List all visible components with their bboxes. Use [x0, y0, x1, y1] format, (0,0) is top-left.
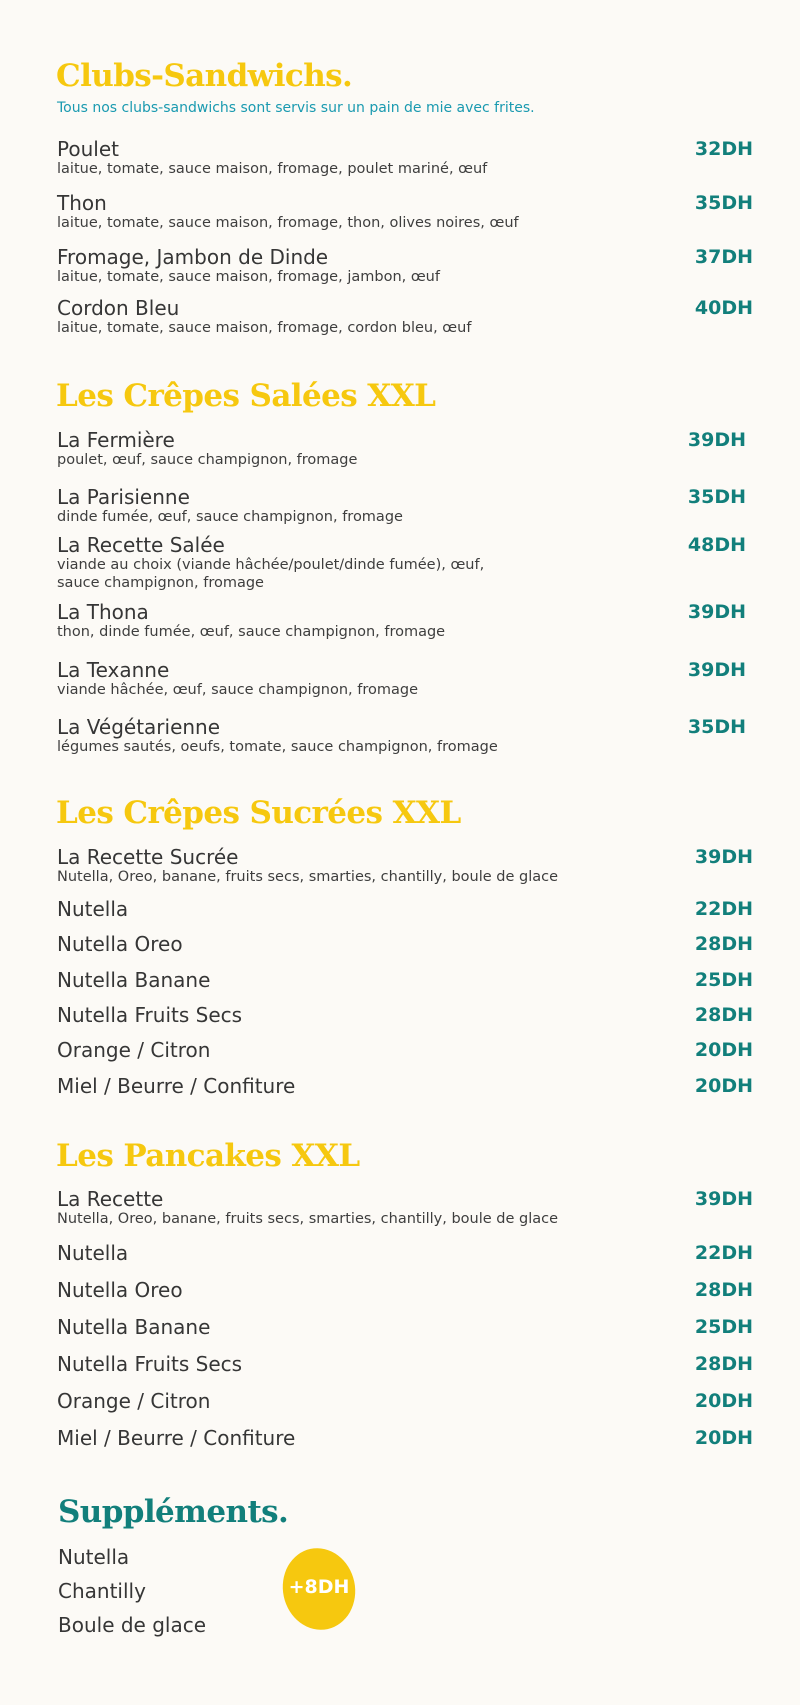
- menu-item-miel-beurre-confiture: [57, 1427, 757, 1449]
- supplement-price: +8DH: [288, 1576, 350, 1598]
- menu-item-nutella-fruits-secs: [57, 1353, 757, 1375]
- item-description: poulet, œuf, sauce champignon, fromage: [57, 452, 358, 468]
- item-price: 20DH: [694, 1390, 753, 1412]
- menu-item-la-parisienne: [57, 486, 757, 526]
- item-price: 32DH: [694, 138, 753, 160]
- item-name: La Texanne: [57, 658, 170, 682]
- section-title-supplements: Suppléments.: [58, 1494, 289, 1530]
- menu-item-nutella: [57, 1242, 757, 1264]
- item-price: 25DH: [694, 969, 753, 991]
- item-price: 28DH: [694, 1353, 753, 1375]
- item-description: Nutella, Oreo, banane, fruits secs, smarties, chantilly, boule de glace: [57, 869, 559, 885]
- menu-item-la-vegetarienne: [57, 716, 757, 756]
- supplement-item-chantilly: Chantilly: [58, 1579, 146, 1603]
- section-title-pancakes: Les Pancakes XXL: [56, 1138, 360, 1174]
- item-price: 35DH: [694, 192, 753, 214]
- menu-item-la-recette-salee: [57, 534, 757, 592]
- item-price: 20DH: [694, 1075, 753, 1097]
- menu-item-nutella: [57, 898, 757, 920]
- item-price: 28DH: [694, 1279, 753, 1301]
- menu-item-cordon-bleu: [57, 297, 757, 337]
- item-name: Fromage, Jambon de Dinde: [57, 245, 329, 269]
- item-price: 28DH: [694, 933, 753, 955]
- menu-item-nutella-oreo: [57, 1279, 757, 1301]
- item-name: La Recette: [57, 1187, 164, 1211]
- item-name: Nutella Banane: [57, 968, 211, 992]
- item-name: Nutella Banane: [57, 1315, 211, 1339]
- item-description: légumes sautés, oeufs, tomate, sauce champignon, fromage: [57, 739, 498, 755]
- item-price: 20DH: [694, 1039, 753, 1061]
- item-name: Nutella: [57, 1241, 129, 1265]
- item-price: 39DH: [687, 659, 746, 681]
- supplement-item-boule-de-glace: Boule de glace: [58, 1613, 207, 1637]
- item-name: La Végétarienne: [57, 715, 221, 739]
- item-name: Orange / Citron: [57, 1038, 211, 1062]
- item-description: viande au choix (viande hâchée/poulet/dinde fumée), œuf,: [57, 557, 485, 573]
- item-description: viande hâchée, œuf, sauce champignon, fromage: [57, 682, 419, 698]
- supplement-item-nutella: Nutella: [58, 1545, 130, 1569]
- item-price: 28DH: [694, 1004, 753, 1026]
- item-name: La Recette Sucrée: [57, 845, 239, 869]
- item-description: thon, dinde fumée, œuf, sauce champignon, fromage: [57, 624, 446, 640]
- item-price: 48DH: [687, 534, 746, 556]
- item-name: La Thona: [57, 600, 149, 624]
- menu-item-la-texanne: [57, 659, 757, 699]
- menu-item-la-fermiere: [57, 429, 757, 469]
- menu-item-thon: [57, 192, 757, 232]
- menu-item-fromage-jambon-dinde: [57, 246, 757, 286]
- item-name: Nutella: [57, 897, 129, 921]
- item-price: 25DH: [694, 1316, 753, 1338]
- section-title-crepes-salees: Les Crêpes Salées XXL: [56, 378, 436, 414]
- item-name: Nutella Oreo: [57, 1278, 183, 1302]
- section-intro-clubs: Tous nos clubs-sandwichs sont servis sur un pain de mie avec frites.: [57, 100, 535, 116]
- item-name: Nutella Fruits Secs: [57, 1003, 243, 1027]
- item-name: Orange / Citron: [57, 1389, 211, 1413]
- item-price: 40DH: [694, 297, 753, 319]
- item-name: Cordon Bleu: [57, 296, 180, 320]
- item-price: 22DH: [694, 898, 753, 920]
- item-price: 20DH: [694, 1427, 753, 1449]
- item-price: 39DH: [687, 601, 746, 623]
- item-name: La Parisienne: [57, 485, 190, 509]
- menu-item-miel-beurre-confiture: [57, 1075, 757, 1097]
- menu-item-nutella-banane: [57, 1316, 757, 1338]
- item-name: Nutella Fruits Secs: [57, 1352, 243, 1376]
- menu-item-nutella-oreo: [57, 933, 757, 955]
- item-description: Nutella, Oreo, banane, fruits secs, smarties, chantilly, boule de glace: [57, 1211, 559, 1227]
- item-description: dinde fumée, œuf, sauce champignon, fromage: [57, 509, 403, 525]
- item-name: La Fermière: [57, 428, 175, 452]
- section-title-clubs-sandwichs: Clubs-Sandwichs.: [56, 58, 353, 94]
- menu-item-orange-citron: [57, 1390, 757, 1412]
- item-name: Miel / Beurre / Confiture: [57, 1074, 296, 1098]
- item-name: Miel / Beurre / Confiture: [57, 1426, 296, 1450]
- item-price: 39DH: [694, 1188, 753, 1210]
- item-name: Thon: [57, 191, 107, 215]
- item-price: 35DH: [687, 486, 746, 508]
- item-price: 35DH: [687, 716, 746, 738]
- menu-item-nutella-banane: [57, 969, 757, 991]
- menu-item-la-thona: [57, 601, 757, 641]
- item-price: 39DH: [694, 846, 753, 868]
- item-description: laitue, tomate, sauce maison, fromage, jambon, œuf: [57, 269, 440, 285]
- item-description: laitue, tomate, sauce maison, fromage, cordon bleu, œuf: [57, 320, 472, 336]
- section-title-crepes-sucrees: Les Crêpes Sucrées XXL: [56, 795, 461, 831]
- menu-item-la-recette-sucree: [57, 846, 757, 886]
- item-price: 22DH: [694, 1242, 753, 1264]
- item-description: laitue, tomate, sauce maison, fromage, thon, olives noires, œuf: [57, 215, 519, 231]
- item-description: laitue, tomate, sauce maison, fromage, poulet mariné, œuf: [57, 161, 488, 177]
- item-price: 39DH: [687, 429, 746, 451]
- menu-item-poulet: [57, 138, 757, 178]
- item-name: Nutella Oreo: [57, 932, 183, 956]
- item-price: 37DH: [694, 246, 753, 268]
- menu-item-nutella-fruits-secs: [57, 1004, 757, 1026]
- item-name: Poulet: [57, 137, 119, 161]
- item-name: La Recette Salée: [57, 533, 225, 557]
- menu-item-orange-citron: [57, 1039, 757, 1061]
- item-description-line-2: sauce champignon, fromage: [57, 575, 264, 591]
- menu-item-la-recette: [57, 1188, 757, 1228]
